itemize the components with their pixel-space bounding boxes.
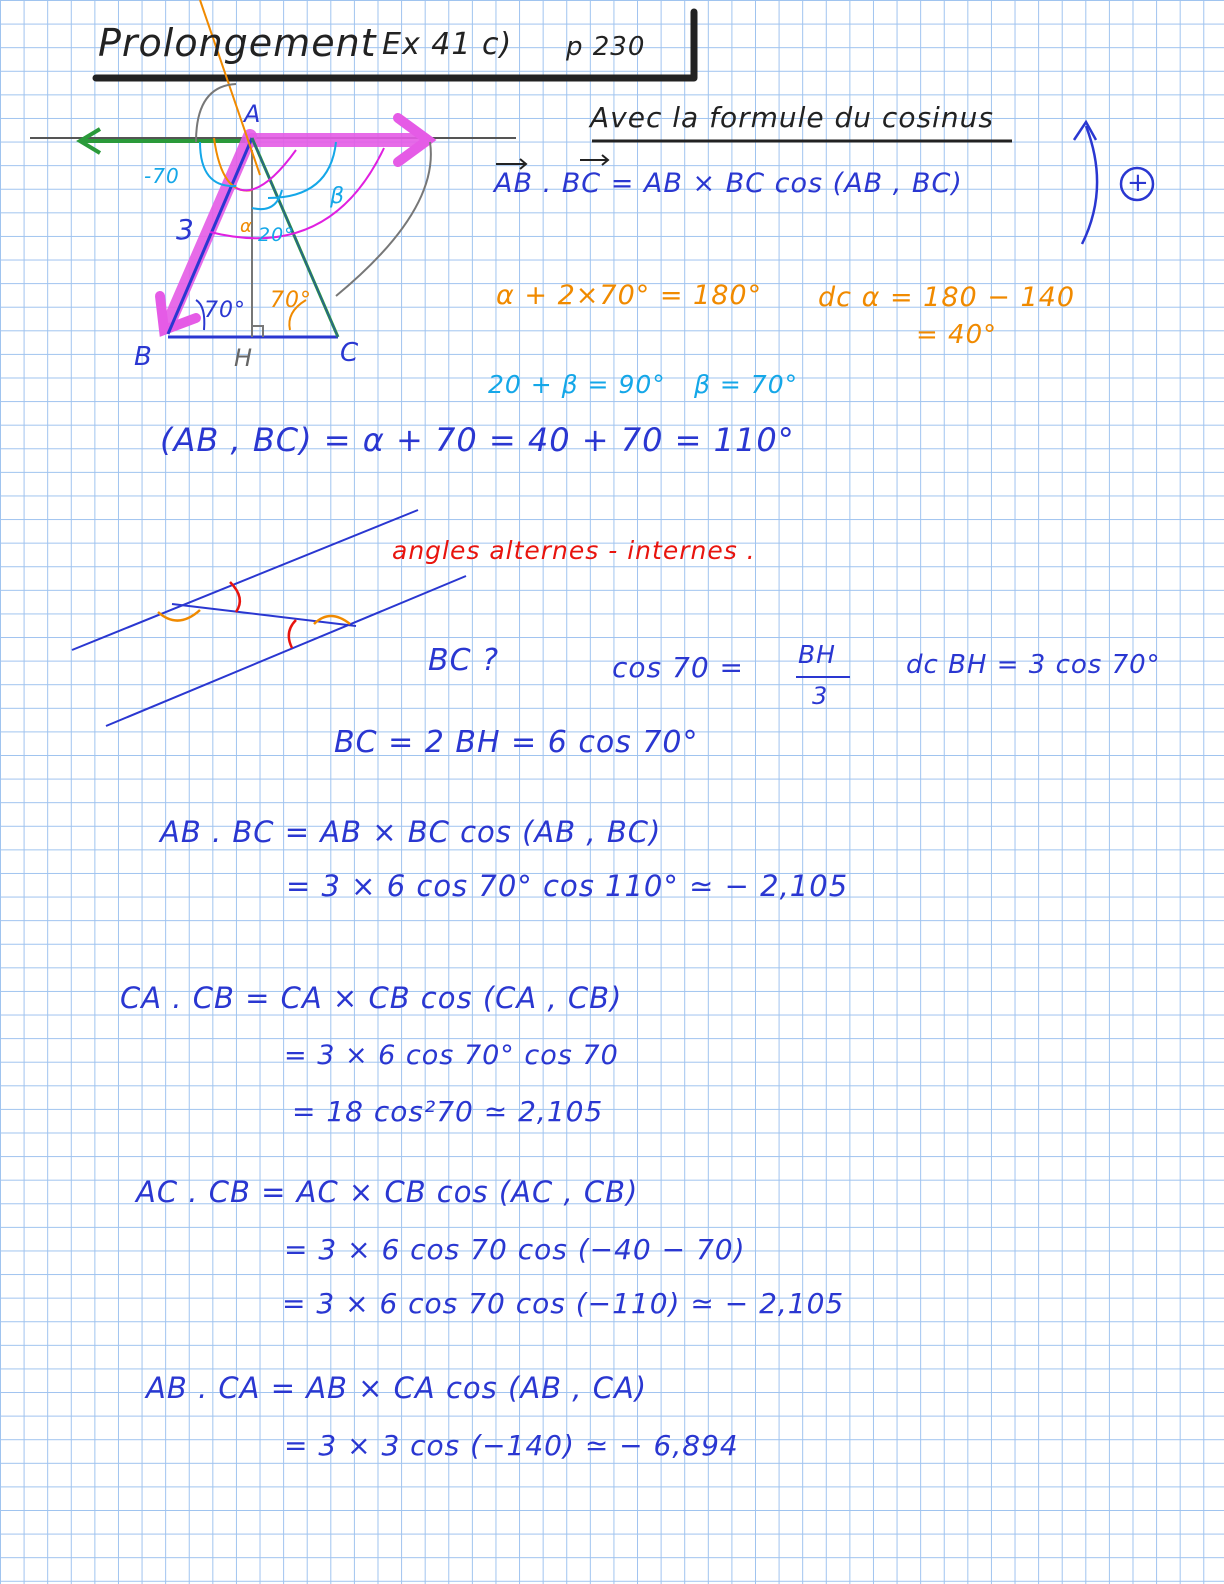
beta-equation: 20 + β = 90° (488, 370, 666, 399)
fraction-denominator: 3 (812, 682, 829, 710)
calc3-line3: = 3 × 6 cos 70 cos (−110) ≃ − 2,105 (282, 1287, 845, 1320)
label-a: A (244, 100, 262, 128)
calc1-line2: = 3 × 6 cos 70° cos 110° ≃ − 2,105 (286, 869, 849, 903)
fraction-numerator: BH (798, 640, 836, 669)
calc2-line1: CA . CB = CA × CB cos (CA , CB) (120, 981, 623, 1015)
alpha-equation: α + 2×70° = 180° (496, 280, 763, 311)
angle-sum: (AB , BC) = α + 70 = 40 + 70 = 110° (160, 421, 795, 459)
label-angle-c: 70° (270, 288, 312, 313)
right-angle-h (252, 326, 263, 337)
label-minus70: -70 (144, 164, 180, 188)
cyan-arc-20 (252, 190, 282, 209)
parallel-line-2 (106, 576, 466, 726)
bh-equation: dc BH = 3 cos 70° (906, 650, 1161, 680)
exercise-ref: Ex 41 c) (382, 27, 513, 62)
label-beta: β (330, 184, 346, 209)
parallel-line-1 (72, 510, 418, 650)
calc2-line2: = 3 × 6 cos 70° cos 70 (284, 1040, 619, 1071)
orientation-arrow (1082, 126, 1097, 244)
alpha-result-2: = 40° (916, 320, 998, 350)
orientation-plus: + (1127, 168, 1150, 198)
label-c: C (340, 338, 360, 368)
calc4-line1: AB . CA = AB × CA cos (AB , CA) (146, 1371, 648, 1405)
label-side-3: 3 (176, 213, 195, 246)
vector-arrows (496, 155, 608, 169)
method-title: Avec la formule du cosinus (590, 101, 994, 134)
bc-equation: BC = 2 BH = 6 cos 70° (334, 725, 699, 760)
gray-arc-top (196, 84, 236, 142)
calc1-line1: AB . BC = AB × BC cos (AB , BC) (160, 815, 662, 849)
label-20: 20° (258, 224, 295, 246)
page-ref: p 230 (566, 32, 646, 62)
cyan-arc-beta (268, 142, 336, 198)
calc2-line3: = 18 cos²70 ≃ 2,105 (292, 1095, 604, 1128)
label-h: H (234, 344, 254, 372)
orientation-arrowhead (1074, 122, 1096, 140)
alternate-angles-label: angles alternes - internes . (392, 536, 756, 565)
red-arc-2 (289, 620, 296, 648)
alpha-result: dc α = 180 − 140 (818, 282, 1076, 313)
title: Prolongement (98, 21, 377, 65)
cos70-label: cos 70 = (612, 651, 745, 684)
beta-value: β = 70° (694, 370, 799, 399)
cosine-formula: AB . BC = AB × BC cos (AB , BC) (494, 168, 963, 199)
label-alpha: α (240, 216, 253, 237)
calc3-line2: = 3 × 6 cos 70 cos (−40 − 70) (284, 1233, 746, 1266)
label-b: B (134, 342, 153, 372)
gray-arc-right (336, 142, 431, 296)
bc-question: BC ? (428, 643, 499, 678)
calc3-line1: AC . CB = AC × CB cos (AC , CB) (136, 1175, 639, 1209)
label-angle-b: 70° (204, 298, 246, 323)
calc4-line2: = 3 × 3 cos (−140) ≃ − 6,894 (284, 1429, 739, 1462)
